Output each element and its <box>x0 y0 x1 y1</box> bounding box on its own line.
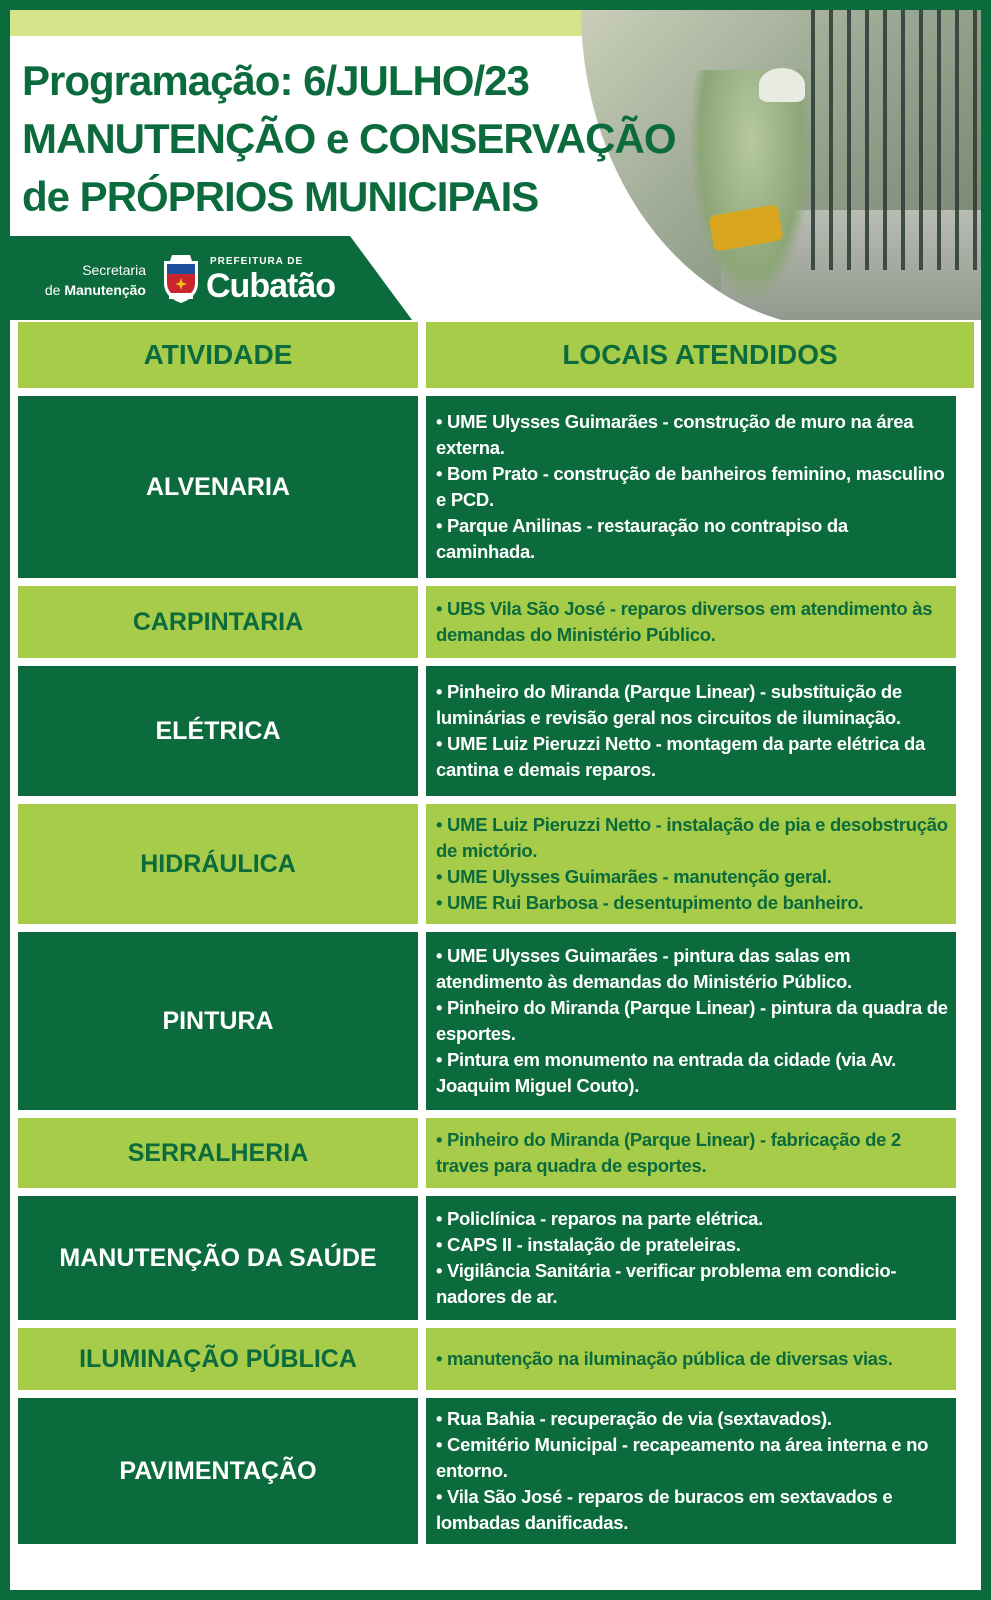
row-activity-manutencao-saude: MANUTENÇÃO DA SAÚDE <box>18 1196 418 1320</box>
list-item: • Pinheiro do Miranda (Parque Linear) - substituição de luminárias e revisão geral nos circuitos de iluminação. <box>436 681 902 728</box>
list-item: • Parque Anilinas - restauração no contrapiso da caminhada. <box>436 515 848 562</box>
list-item: • Policlínica - reparos na parte elétrica. <box>436 1208 764 1229</box>
list-item: • Vila São José - reparos de buracos em sextavados e lombadas danificadas. <box>436 1486 893 1533</box>
list-item: • UME Rui Barbosa - desentupimento de banheiro. <box>436 892 864 913</box>
column-header-activity: ATIVIDADE <box>18 322 418 388</box>
list-item: • UME Ulysses Guimarães - construção de muro na área externa. <box>436 411 914 458</box>
list-item: • Pinheiro do Miranda (Parque Linear) - pintura da quadra de esportes. <box>436 997 948 1044</box>
page-title <box>22 52 722 226</box>
title-line-1: Programação: 6/JULHO/23 <box>22 57 529 104</box>
secretaria-line-2 <box>28 280 146 300</box>
list-item: • Bom Prato - construção de banheiros feminino, masculino e PCD. <box>436 463 945 510</box>
list-item: • CAPS II - instalação de prateleiras. <box>436 1234 741 1255</box>
row-activity-hidraulica: HIDRÁULICA <box>18 804 418 924</box>
prefeitura-label: PREFEITURA DE <box>210 256 304 267</box>
poster <box>10 10 981 1590</box>
list-item: • Cemitério Municipal - recapeamento na área interna e no entorno. <box>436 1434 929 1481</box>
list-item: • UME Luiz Pieruzzi Netto - instalação de pia e desobstrução de mictório. <box>436 814 948 861</box>
secretaria-line-1: Secretaria <box>82 262 146 278</box>
list-item: • Pintura em monumento na entrada da cidade (via Av. Joaquim Miguel Couto). <box>436 1049 896 1096</box>
row-activity-eletrica: ELÉTRICA <box>18 666 418 796</box>
row-activity-pavimentacao: PAVIMENTAÇÃO <box>18 1398 418 1544</box>
list-item: • UME Ulysses Guimarães - pintura das salas em atendimento às demandas do Ministério Público. <box>436 945 852 992</box>
list-item: • Pinheiro do Miranda (Parque Linear) - fabricação de 2 traves para quadra de esportes. <box>436 1129 901 1176</box>
city-crest-icon <box>160 253 202 305</box>
row-locations-alvenaria <box>426 396 956 578</box>
row-locations-pavimentacao <box>426 1398 956 1544</box>
photo-fence <box>811 10 981 270</box>
column-header-locations: LOCAIS ATENDIDOS <box>426 322 974 388</box>
row-locations-manutencao-saude <box>426 1196 956 1320</box>
title-line-3: de PRÓPRIOS MUNICIPAIS <box>22 173 539 220</box>
row-activity-alvenaria: ALVENARIA <box>18 396 418 578</box>
row-activity-carpintaria: CARPINTARIA <box>18 586 418 658</box>
row-locations-iluminacao-publica <box>426 1328 956 1390</box>
row-locations-eletrica <box>426 666 956 796</box>
row-activity-pintura: PINTURA <box>18 932 418 1110</box>
list-item: • Rua Bahia - recuperação de via (sextavados). <box>436 1408 832 1429</box>
secretaria-name: Manutenção <box>64 282 146 298</box>
row-locations-pintura <box>426 932 956 1110</box>
city-logo-wordmark: Cubatão <box>206 267 335 305</box>
row-activity-iluminacao-publica: ILUMINAÇÃO PÚBLICA <box>18 1328 418 1390</box>
secretaria-prefix: de <box>44 282 65 298</box>
list-item: • UME Luiz Pieruzzi Netto - montagem da parte elétrica da cantina e demais reparos. <box>436 733 925 780</box>
list-item: • UME Ulysses Guimarães - manutenção geral. <box>436 866 832 887</box>
list-item: • UBS Vila São José - reparos diversos em atendimento às demandas do Ministério Público. <box>436 598 933 645</box>
list-item: • manutenção na iluminação pública de diversas vias. <box>436 1348 893 1369</box>
row-locations-serralheria <box>426 1118 956 1188</box>
photo-helmet <box>759 68 805 102</box>
list-item: • Vigilância Sanitária - verificar problema em condicio-nadores de ar. <box>436 1260 897 1307</box>
title-line-2: MANUTENÇÃO e CONSERVAÇÃO <box>22 115 676 162</box>
row-activity-serralheria: SERRALHERIA <box>18 1118 418 1188</box>
row-locations-hidraulica <box>426 804 956 924</box>
row-locations-carpintaria <box>426 586 956 658</box>
secretaria-label <box>28 260 146 300</box>
